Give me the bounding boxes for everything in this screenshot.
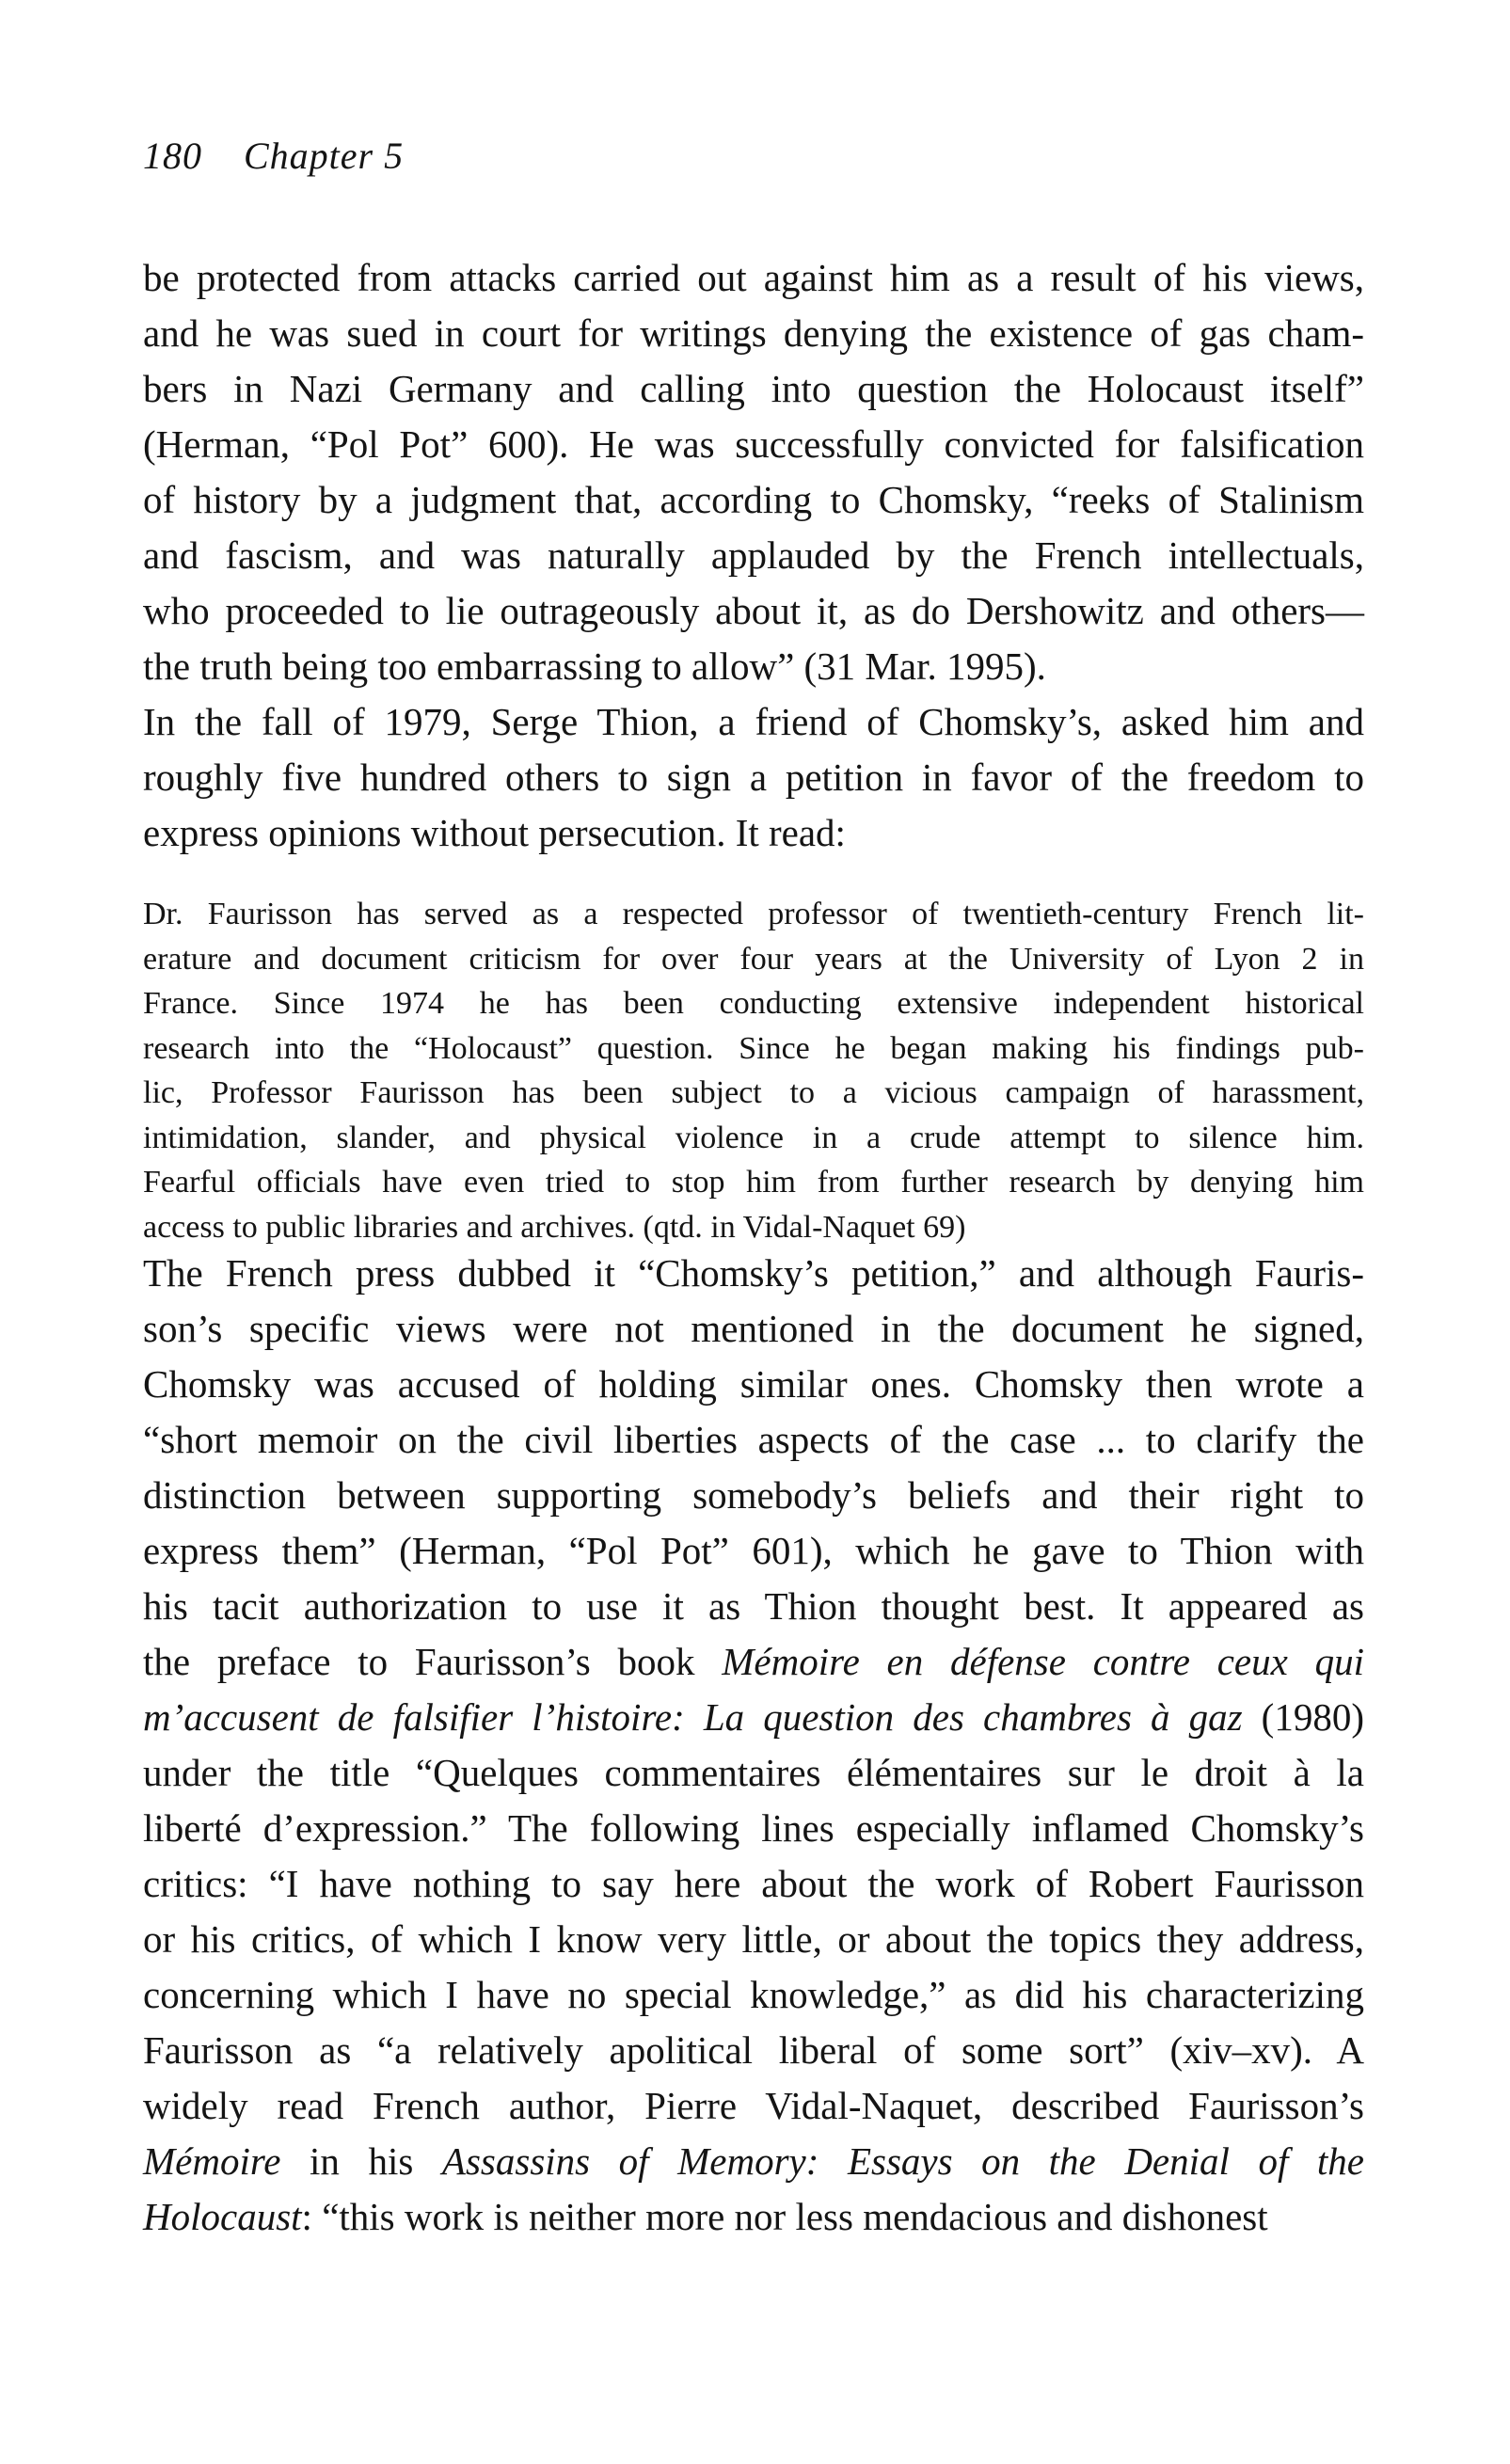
text-line: express them” (Herman, “Pol Pot” 601), which he gave to Thion with xyxy=(143,1529,1364,1572)
text-line: critics: “I have nothing to say here about the work of Robert Faurisson xyxy=(143,1862,1364,1905)
text-line: Faurisson as “a relatively apolitical liberal of some sort” (xiv–xv). A xyxy=(143,2028,1364,2072)
paragraph-petition-intro xyxy=(143,694,1364,861)
block-quote xyxy=(143,892,1364,1249)
text-line-with-title xyxy=(143,1690,1364,1745)
paragraph-continuation xyxy=(143,250,1364,694)
quote-line: erature and document criticism for over four years at the University of Lyon 2 in xyxy=(143,941,1364,977)
quote-line: Dr. Faurisson has served as a respected professor of twentieth-century French lit- xyxy=(143,897,1364,931)
book-title: m’accusent de falsifier l’histoire: La question des chambres à gaz xyxy=(143,1695,1243,1739)
text-line: concerning which I have no special knowledge,” as did his characterizing xyxy=(143,1973,1364,2016)
quote-line: Fearful officials have even tried to stop him from further research by denying him xyxy=(143,1165,1364,1200)
book-title: Mémoire xyxy=(143,2139,281,2183)
text-line: roughly five hundred others to sign a petition in favor of the freedom to xyxy=(143,755,1364,799)
text-line: who proceeded to lie outrageously about it, as do Dershowitz and others— xyxy=(143,589,1364,632)
text-fragment: in his xyxy=(280,2139,442,2183)
text-line: (Herman, “Pol Pot” 600). He was successfully convicted for falsification xyxy=(143,422,1364,466)
book-title: Assassins of Memory: Essays on the Denial of the xyxy=(441,2139,1364,2183)
text-line: and he was sued in court for writings denying the existence of gas cham- xyxy=(143,311,1364,355)
book-title: Holocaust xyxy=(143,2195,302,2238)
text-line: In the fall of 1979, Serge Thion, a friend of Chomsky’s, asked him and xyxy=(143,700,1364,743)
text-line-with-title xyxy=(143,2189,1364,2245)
chapter-label: Chapter 5 xyxy=(244,135,405,177)
text-line: under the title “Quelques commentaires élémentaires sur le droit à la xyxy=(143,1751,1364,1794)
text-line: be protected from attacks carried out against him as a result of his views, xyxy=(143,256,1364,299)
text-line: express opinions without persecution. It read: xyxy=(143,811,846,854)
text-line: distinction between supporting somebody’s beliefs and their right to xyxy=(143,1473,1364,1517)
text-line: or his critics, of which I know very little, or about the topics they address, xyxy=(143,1917,1364,1961)
text-fragment: : “this work is neither more nor less mendacious and dishonest xyxy=(301,2195,1268,2238)
quote-line: research into the “Holocaust” question. Since he began making his findings pub- xyxy=(143,1030,1364,1066)
text-line: and fascism, and was naturally applauded by the French intellectuals, xyxy=(143,533,1364,577)
text-fragment: the preface to Faurisson’s book xyxy=(143,1640,723,1683)
text-line: Chomsky was accused of holding similar ones. Chomsky then wrote a xyxy=(143,1362,1364,1406)
running-head xyxy=(143,134,404,178)
quote-line: access to public libraries and archives. (qtd. in Vidal-Naquet 69) xyxy=(143,1209,966,1245)
text-line: bers in Nazi Germany and calling into question the Holocaust itself” xyxy=(143,367,1364,410)
text-line: son’s specific views were not mentioned in the document he signed, xyxy=(143,1307,1364,1350)
quote-line: intimidation, slander, and physical violence in a crude attempt to silence him. xyxy=(143,1120,1364,1155)
text-line-with-title xyxy=(143,1634,1364,1690)
text-line: widely read French author, Pierre Vidal-Naquet, described Faurisson’s xyxy=(143,2084,1364,2127)
book-title: Mémoire en défense contre ceux qui xyxy=(722,1640,1364,1683)
text-fragment: (1980) xyxy=(1242,1695,1364,1739)
page-number: 180 xyxy=(143,135,202,177)
quote-line: lic, Professor Faurisson has been subject to a vicious campaign of harassment, xyxy=(143,1075,1364,1110)
text-line: the truth being too embarrassing to allow” (31 Mar. 1995). xyxy=(143,644,1046,688)
paragraph-chomsky-petition xyxy=(143,1246,1364,2245)
text-line: The French press dubbed it “Chomsky’s petition,” and although Fauris- xyxy=(143,1251,1364,1295)
quote-line: France. Since 1974 he has been conducting extensive independent historical xyxy=(143,986,1364,1021)
text-line: his tacit authorization to use it as Thion thought best. It appeared as xyxy=(143,1584,1364,1628)
text-line-with-title xyxy=(143,2134,1364,2189)
text-line: liberté d’expression.” The following lines especially inflamed Chomsky’s xyxy=(143,1806,1364,1850)
text-line: “short memoir on the civil liberties aspects of the case ... to clarify the xyxy=(143,1418,1364,1461)
text-line: of history by a judgment that, according to Chomsky, “reeks of Stalinism xyxy=(143,478,1364,521)
